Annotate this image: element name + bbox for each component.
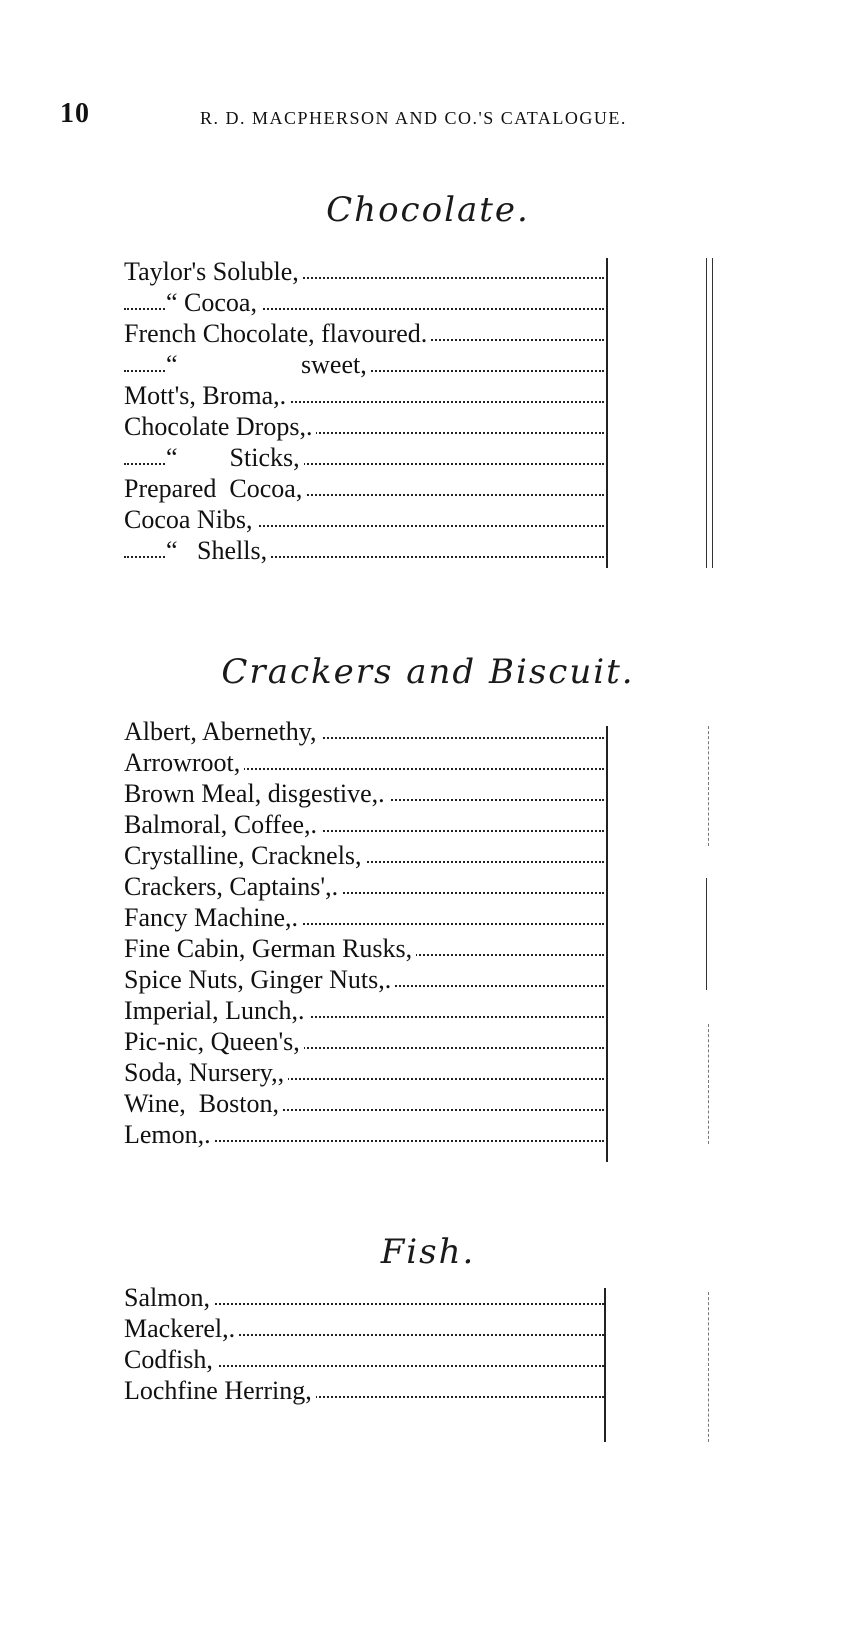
list-item [124,902,610,933]
list-item [124,1313,610,1344]
price-column-rule-right [708,726,709,846]
price-column-rule [606,258,608,568]
list-item [124,995,610,1026]
item-label: Crackers, Captains',. [124,872,342,901]
price-column-rule [604,1288,606,1442]
list-item [124,318,610,349]
item-label: Mackerel,. [124,1314,239,1343]
item-label: “ Shells, [166,536,271,565]
item-list [124,256,610,566]
item-list [124,716,610,1150]
item-label: Chocolate Drops,. [124,412,316,441]
section-title: Chocolate. [326,190,530,230]
item-label: Fancy Machine,. [124,903,302,932]
item-label: Crystalline, Cracknels, [124,841,366,870]
section-title: Crackers and Biscuit. [221,652,635,692]
running-head: R. D. MACPHERSON AND CO.'S CATALOGUE. [200,108,627,128]
list-item [124,1088,610,1119]
list-item [124,1375,610,1406]
item-label: Soda, Nursery,, [124,1058,288,1087]
item-label: Fine Cabin, German Rusks, [124,934,416,963]
price-column-rule-right [712,258,713,568]
item-label: Lochfine Herring, [124,1376,316,1405]
item-label: Spice Nuts, Ginger Nuts,. [124,965,395,994]
price-column-rule-right [706,258,707,568]
list-item [124,840,610,871]
list-item [124,535,610,566]
list-item [124,504,610,535]
item-label: Prepared Cocoa, [124,474,306,503]
item-label: Lemon,. [124,1120,215,1149]
price-column-rule-right [708,1292,709,1442]
list-item [124,411,610,442]
item-list [124,1282,610,1406]
item-label: Balmoral, Coffee,. [124,810,321,839]
list-item [124,1119,610,1150]
list-item [124,349,610,380]
list-item [124,1282,610,1313]
item-label: Codfish, [124,1345,217,1374]
list-item [124,473,610,504]
item-label: French Chocolate, flavoured. [124,319,431,348]
item-label: Taylor's Soluble, [124,257,303,286]
item-label: Salmon, [124,1283,214,1312]
item-label: Cocoa Nibs, [124,505,257,534]
list-item [124,747,610,778]
list-item [124,1026,610,1057]
list-item [124,287,610,318]
list-item [124,380,610,411]
item-label: “ Sticks, [166,443,304,472]
item-label: Pic-nic, Queen's, [124,1027,304,1056]
price-column-rule [606,726,608,1162]
item-label: Albert, Abernethy, [124,717,321,746]
item-label: Wine, Boston, [124,1089,283,1118]
list-item [124,716,610,747]
list-item [124,809,610,840]
list-item [124,871,610,902]
item-label: “ Cocoa, [166,288,261,317]
item-label: Imperial, Lunch,. [124,996,309,1025]
item-label: Arrowroot, [124,748,244,777]
list-item [124,442,610,473]
list-item [124,778,610,809]
list-item [124,1344,610,1375]
item-label: “ sweet, [166,350,371,379]
price-column-rule-right [708,1024,709,1144]
page-number: 10 [60,98,90,129]
list-item [124,256,610,287]
list-item [124,964,610,995]
item-label: Brown Meal, disgestive,. [124,779,389,808]
item-label: Mott's, Broma,. [124,381,290,410]
list-item [124,933,610,964]
list-item [124,1057,610,1088]
price-column-rule-right [706,878,707,990]
section-title: Fish. [380,1232,476,1272]
